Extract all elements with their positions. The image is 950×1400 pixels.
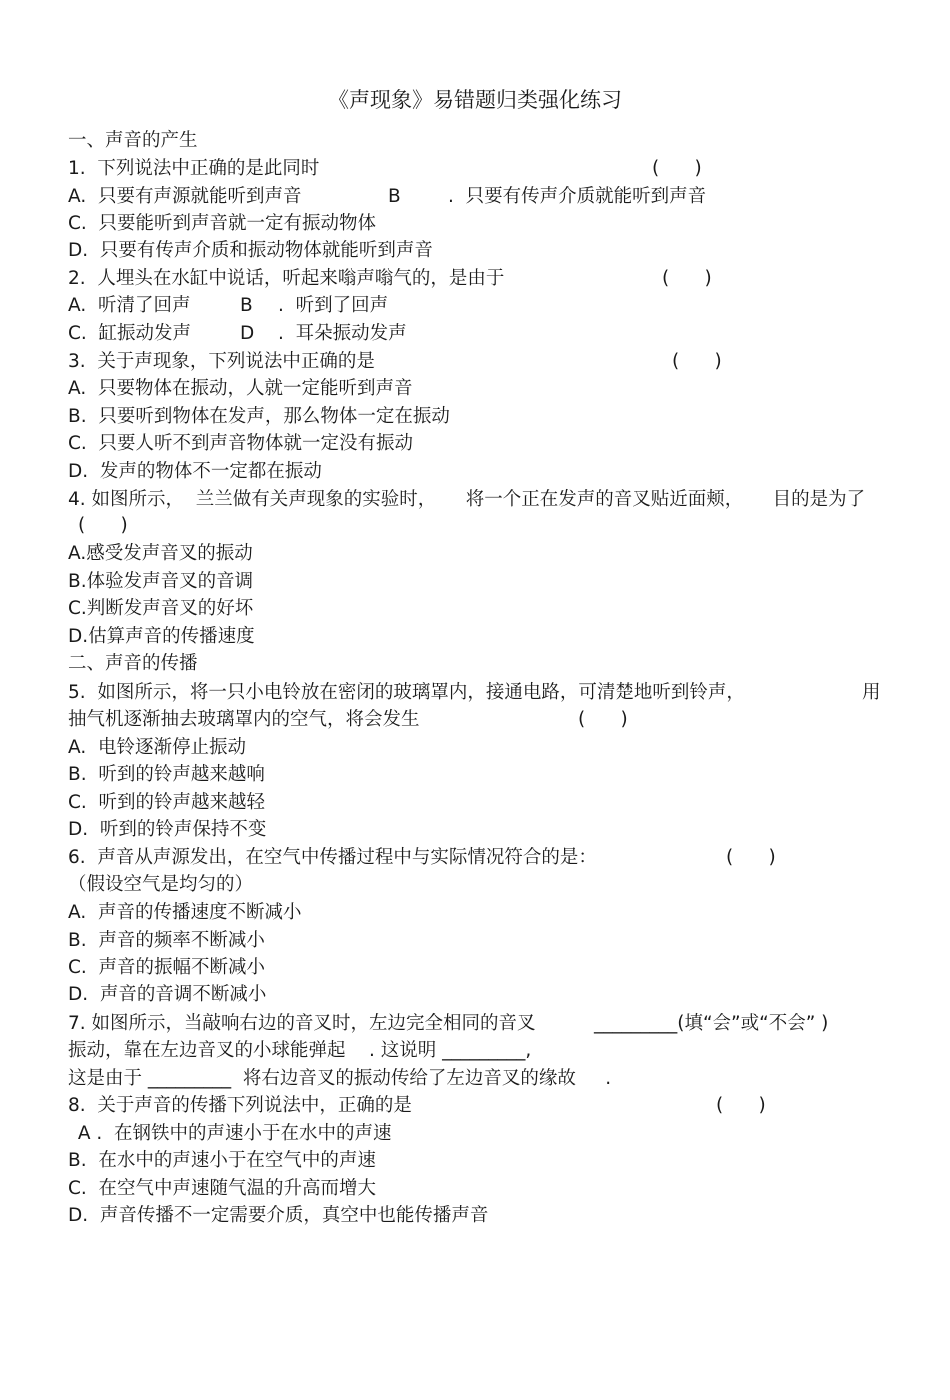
q6-answer-blank: ( ): [726, 847, 776, 868]
q4-answer-blank: ( ): [78, 515, 128, 536]
q6-option-a: A. 声音的传播速度不断减小: [68, 902, 302, 923]
q5-stem-line-2: 抽气机逐渐抽去玻璃罩内的空气，将会发生: [68, 709, 420, 730]
q1-answer-blank: ( ): [652, 158, 702, 179]
q7-stem-line-2: 振动，靠在左边音叉的小球能弹起 . 这说明 _________,: [68, 1040, 532, 1061]
q1-option-d: D. 只要有传声介质和振动物体就能听到声音: [68, 240, 433, 261]
q7-stem-blank: _________(填“会”或“不会” ): [594, 1013, 829, 1034]
page-title: 《声现象》易错题归类强化练习: [328, 88, 622, 112]
q8-stem: 8. 关于声音的传播下列说法中，正确的是: [68, 1095, 412, 1116]
q4-option-d: D.估算声音的传播速度: [68, 626, 255, 647]
q5-option-d: D. 听到的铃声保持不变: [68, 819, 267, 840]
section-heading-1: 一、声音的产生: [68, 130, 198, 151]
q3-option-c: C. 只要人听不到声音物体就一定没有振动: [68, 433, 414, 454]
q6-option-b: B. 声音的频率不断减小: [68, 930, 265, 951]
q1-option-b-letter: B: [388, 186, 401, 207]
q8-option-d: D. 声音传播不一定需要介质，真空中也能传播声音: [68, 1205, 489, 1226]
q5-answer-blank: ( ): [578, 709, 628, 730]
q3-option-a: A. 只要物体在振动，人就一定能听到声音: [68, 378, 413, 399]
q6-option-d: D. 声音的音调不断减小: [68, 984, 267, 1005]
q2-option-d-letter: D: [240, 323, 255, 344]
q8-option-c: C. 在空气中声速随气温的升高而增大: [68, 1178, 377, 1199]
q5-stem-end: 用: [862, 682, 881, 703]
q6-stem-line-2: （假设空气是均匀的）: [68, 874, 254, 895]
q6-stem: 6. 声音从声源发出，在空气中传播过程中与实际情况符合的是：: [68, 847, 597, 868]
q4-stem: 4. 如图所示， 兰兰做有关声现象的实验时， 将一个正在发声的音叉贴近面颊， 目的是为了: [68, 489, 866, 510]
q8-option-b: B. 在水中的声速小于在空气中的声速: [68, 1150, 376, 1171]
q2-option-a: A. 听清了回声: [68, 295, 191, 316]
q7-stem-line-3: 这是由于 _________ 将右边音叉的振动传给了左边音叉的缘故 .: [68, 1068, 612, 1089]
q4-option-c: C.判断发声音叉的好坏: [68, 598, 254, 619]
q4-option-b: B.体验发声音叉的音调: [68, 571, 254, 592]
q3-stem: 3. 关于声现象，下列说法中正确的是: [68, 351, 375, 372]
q1-option-a: A. 只要有声源就能听到声音: [68, 186, 302, 207]
q5-stem: 5. 如图所示，将一只小电铃放在密闭的玻璃罩内，接通电路，可清楚地听到铃声，: [68, 682, 745, 703]
q1-option-b: . 只要有传声介质就能听到声音: [448, 186, 707, 207]
q7-stem: 7. 如图所示，当敲响右边的音叉时，左边完全相同的音叉: [68, 1013, 536, 1034]
q3-answer-blank: ( ): [672, 351, 722, 372]
q2-answer-blank: ( ): [662, 268, 712, 289]
q5-option-b: B. 听到的铃声越来越响: [68, 764, 265, 785]
q2-option-c: C. 缸振动发声: [68, 323, 192, 344]
q1-option-c: C. 只要能听到声音就一定有振动物体: [68, 213, 377, 234]
q6-option-c: C. 声音的振幅不断减小: [68, 957, 266, 978]
q8-option-a: A . 在钢铁中的声速小于在水中的声速: [72, 1123, 392, 1144]
q1-stem: 1. 下列说法中正确的是此同时: [68, 158, 320, 179]
q2-option-b-letter: B: [240, 295, 253, 316]
q4-option-a: A.感受发声音叉的振动: [68, 543, 253, 564]
q3-option-d: D. 发声的物体不一定都在振动: [68, 461, 322, 482]
q5-option-c: C. 听到的铃声越来越轻: [68, 792, 266, 813]
q2-option-d: . 耳朵振动发声: [278, 323, 407, 344]
section-heading-2: 二、声音的传播: [68, 653, 198, 674]
q3-option-b: B. 只要听到物体在发声，那么物体一定在振动: [68, 406, 450, 427]
q2-option-b: . 听到了回声: [278, 295, 389, 316]
q2-stem: 2. 人埋头在水缸中说话，听起来嗡声嗡气的，是由于: [68, 268, 505, 289]
q8-answer-blank: ( ): [716, 1095, 766, 1116]
q5-option-a: A. 电铃逐渐停止振动: [68, 737, 246, 758]
